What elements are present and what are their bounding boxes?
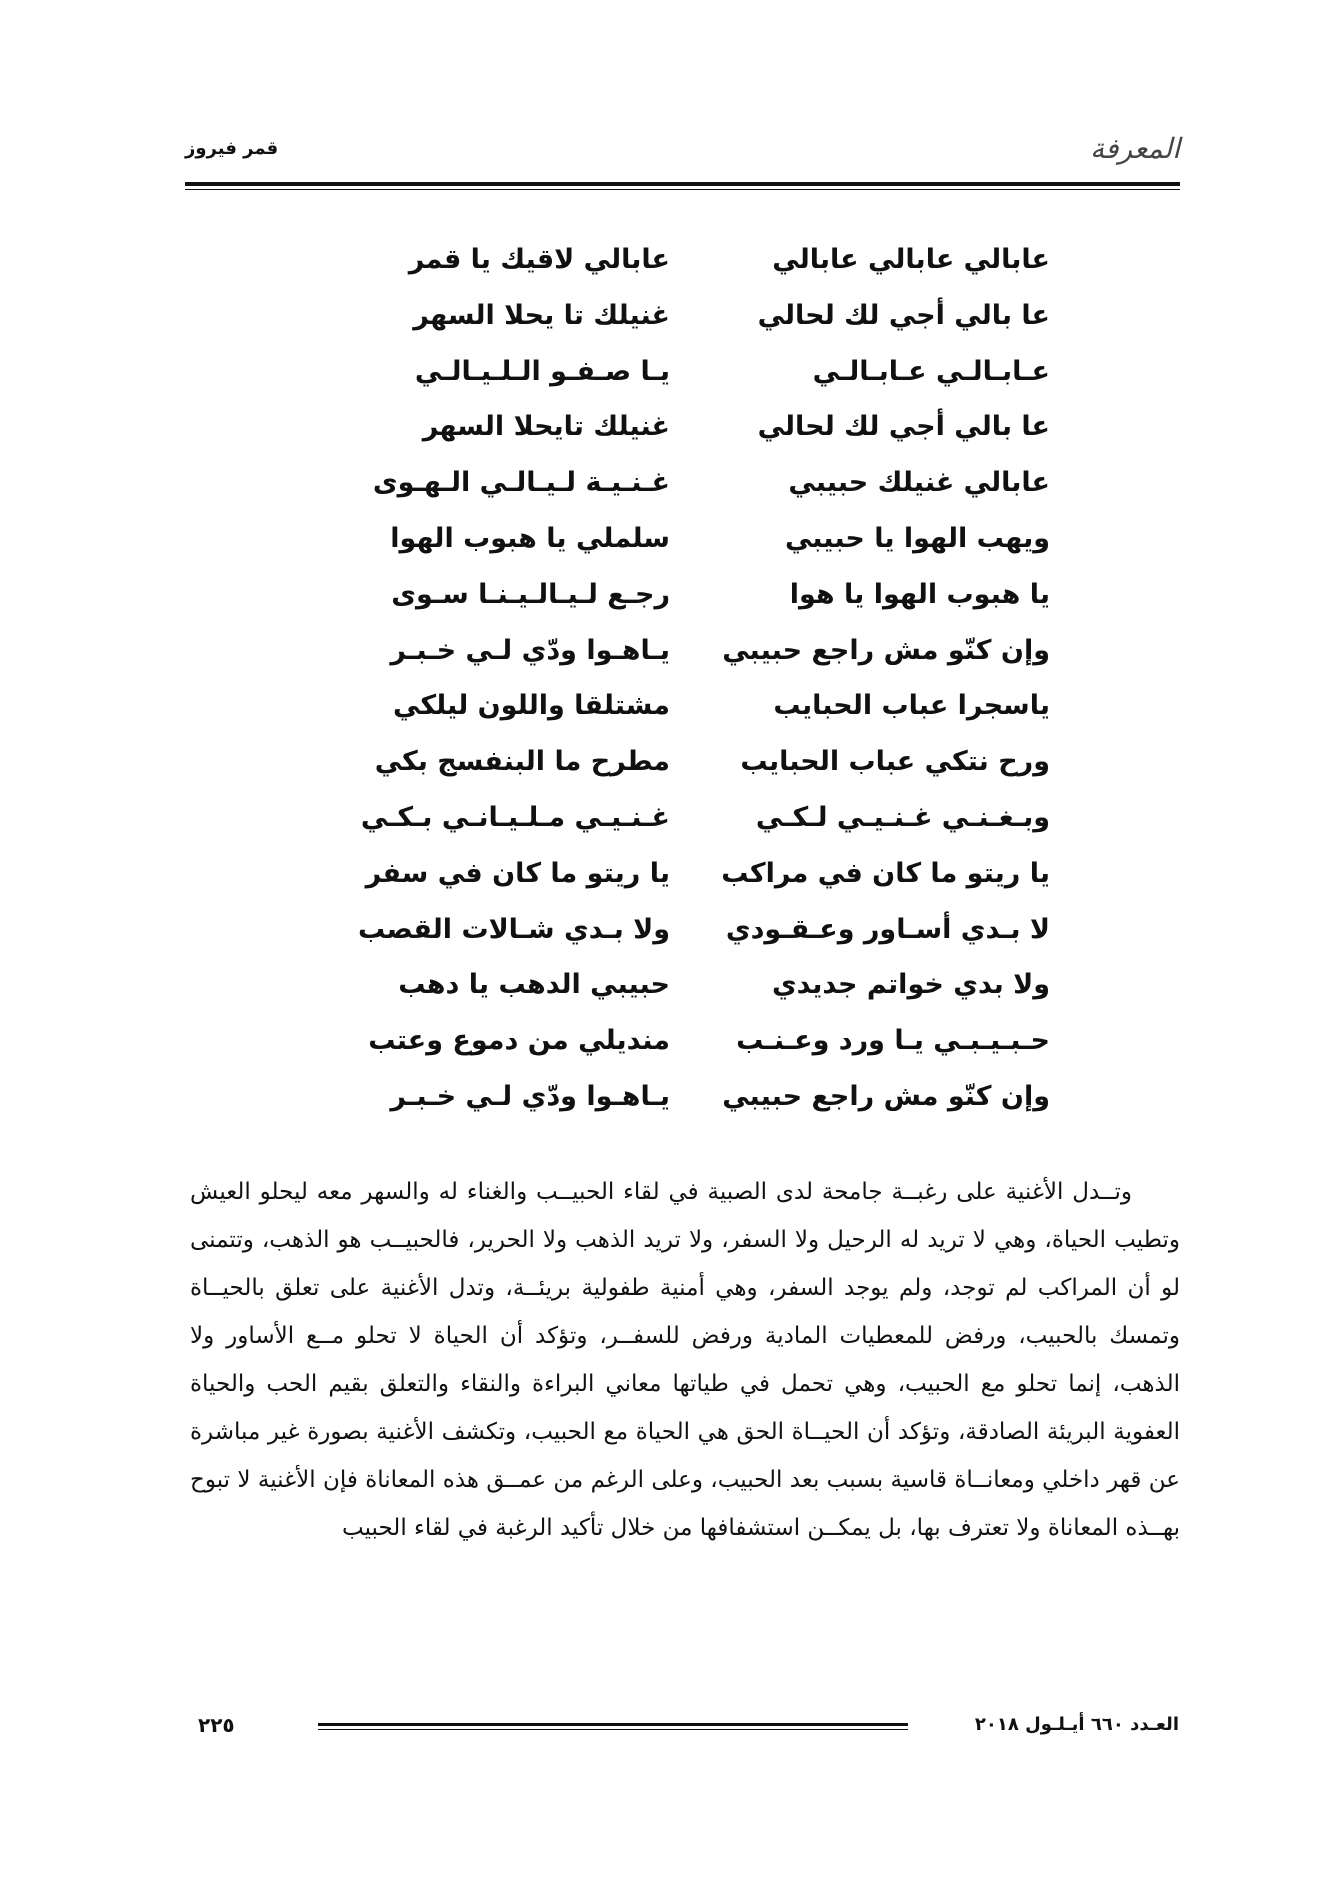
poem-line xyxy=(320,575,1050,631)
poem-first-hemistich: يا ريتو ما كان في مراكب xyxy=(721,857,1050,889)
poem-first-hemistich: ياسجرا عباب الحبايب xyxy=(773,690,1050,722)
poem-second-hemistich: رجـع لـيـالـيـنـا سـوى xyxy=(391,578,670,610)
poem-line xyxy=(320,798,1050,854)
poem-first-hemistich: ويهب الهوا يا حبيبي xyxy=(784,522,1050,554)
prose-block xyxy=(190,1168,1180,1552)
poem-second-hemistich: غـنـيـي مـلـيـانـي بـكـي xyxy=(360,801,670,833)
header-divider xyxy=(185,182,1180,186)
poem-line xyxy=(320,352,1050,408)
poem-line xyxy=(320,296,1050,352)
poem-line xyxy=(320,910,1050,966)
prose-paragraph: وتــدل الأغنية على رغبــة جامحة لدى الصبية في لقاء الحبيــب والغناء له والسهر معه ليحلو العيش وتطيب الحياة، وهي لا تريد له الرحيل ولا السفر، ولا تريد الذهب ولا الحرير، فالحبيــب هو الذهب، وتتمنى لو أن المراكب لم توجد، ولم يوجد السفر، وهي أمنية طفولية بريئــة، وتدل الأغنية على تعلق بالحيــاة وتمسك بالحبيب، ورفض للمعطيات المادية ورفض للسفــر، وتؤكد أن الحياة لا تحلو مــع الأساور ولا الذهب، إنما تحلو مع الحبيب، وهي تحمل في طياتها معاني البراءة والنقاء والتعلق بقيم الحب والحياة العفوية البريئة الصادقة، وتؤكد أن الحيــاة الحق هي الحياة مع الحبيب، وتكشف الأغنية بصورة غير مباشرة عن قهر داخلي ومعانــاة قاسية بسبب بعد الحبيب، وعلى الرغم من عمــق هذه المعاناة فإن الأغنية لا تبوح بهــذه المعاناة ولا تعترف بها، بل يمكــن استشفافها من خلال تأكيد الرغبة في لقاء الحبيب xyxy=(190,1179,1180,1541)
poem-first-hemistich: وإن كنّو مش راجع حبيبي xyxy=(722,634,1050,666)
poem-line xyxy=(320,686,1050,742)
poem-line xyxy=(320,1077,1050,1133)
poem-second-hemistich: غنيلك تايحلا السهر xyxy=(422,411,670,443)
poem-line xyxy=(320,407,1050,463)
poem-first-hemistich: وبـغـنـي غـنـيـي لـكـي xyxy=(755,801,1050,833)
poem-first-hemistich: يا هبوب الهوا يا هوا xyxy=(789,578,1050,610)
poem-first-hemistich: لا بـدي أسـاور وعـقـودي xyxy=(725,913,1050,945)
page-header xyxy=(185,132,1180,172)
poem-second-hemistich: يـاهـوا ودّي لـي خـبـر xyxy=(390,634,670,666)
poem-first-hemistich: عـابـالـي عـابـالـي xyxy=(812,355,1050,387)
poem-second-hemistich: عابالي لاقيك يا قمر xyxy=(408,244,670,275)
poem-first-hemistich: حـبـيـبـي يـا ورد وعـنـب xyxy=(736,1025,1050,1057)
poem-second-hemistich: حبيبي الدهب يا دهب xyxy=(398,969,670,1001)
poem-second-hemistich: يـاهـوا ودّي لـي خـبـر xyxy=(390,1080,670,1112)
poem-second-hemistich: منديلي من دموع وعتب xyxy=(368,1025,670,1057)
poem-second-hemistich: غنيلك تا يحلا السهر xyxy=(413,299,670,331)
poem-second-hemistich: مطرح ما البنفسج بكي xyxy=(374,746,670,778)
header-divider-thin xyxy=(185,189,1180,190)
poem-first-hemistich: عابالي غنيلك حبيبي xyxy=(788,467,1050,499)
page-number: ٢٢٥ xyxy=(198,1713,235,1737)
poem-second-hemistich: يا ريتو ما كان في سفر xyxy=(365,857,670,889)
poem-line xyxy=(320,1021,1050,1077)
poem-line xyxy=(320,965,1050,1021)
poem-first-hemistich: عابالي عابالي عابالي xyxy=(772,244,1050,275)
poem-line xyxy=(320,854,1050,910)
journal-logo: المعرفة xyxy=(1090,132,1180,165)
poem-second-hemistich: مشتلقا واللون ليلكي xyxy=(393,690,670,722)
poem-first-hemistich: عا بالي أجي لك لحالي xyxy=(757,411,1050,443)
poem-block xyxy=(320,240,1050,1133)
poem-first-hemistich: ورح نتكي عباب الحبايب xyxy=(740,746,1050,778)
poem-first-hemistich: ولا بدي خواتم جديدي xyxy=(771,969,1050,1001)
footer-divider-thin xyxy=(318,1729,908,1730)
poem-line xyxy=(320,240,1050,296)
poem-second-hemistich: سلملي يا هبوب الهوا xyxy=(390,522,670,554)
article-title: قمر فيروز xyxy=(185,138,279,159)
issue-label: العـدد ٦٦٠ أيـلـول ٢٠١٨ xyxy=(974,1714,1179,1735)
poem-second-hemistich: ولا بـدي شـالات القصب xyxy=(358,913,670,945)
poem-line xyxy=(320,631,1050,687)
poem-second-hemistich: يـا صـفـو الـلـيـالـي xyxy=(414,355,670,387)
poem-first-hemistich: وإن كنّو مش راجع حبيبي xyxy=(722,1080,1050,1112)
poem-line xyxy=(320,742,1050,798)
poem-first-hemistich: عا بالي أجي لك لحالي xyxy=(757,299,1050,331)
poem-second-hemistich: غـنـيـة لـيـالـي الـهـوى xyxy=(372,467,670,499)
footer-divider xyxy=(318,1723,908,1726)
poem-line xyxy=(320,519,1050,575)
poem-line xyxy=(320,463,1050,519)
